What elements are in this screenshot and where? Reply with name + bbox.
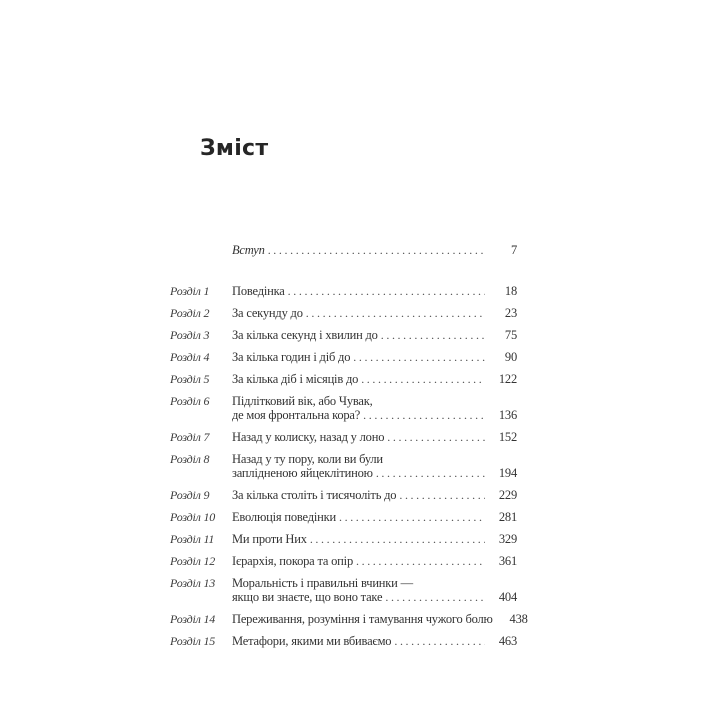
chapter-label: Розділ 3 [170, 328, 210, 342]
chapter-title: Ієрархія, покора та опір [232, 554, 353, 568]
page-number: 229 [498, 488, 517, 502]
toc-entry [170, 452, 517, 480]
dot-leader [381, 328, 485, 342]
entry-lines [232, 488, 517, 502]
toc-entry [170, 532, 517, 546]
page-number: 463 [498, 634, 517, 648]
chapter-label: Розділ 11 [170, 532, 215, 546]
dot-leader [268, 243, 485, 257]
entry-lines [232, 284, 517, 298]
entry-lines [232, 612, 528, 626]
entry-line [232, 452, 517, 466]
chapter-title: Переживання, розуміння і тамування чужого болю [232, 612, 493, 626]
entry-lines [232, 510, 517, 524]
chapter-label: Розділ 8 [170, 452, 210, 466]
entry-lines [232, 306, 517, 320]
page-number: 404 [498, 590, 517, 604]
chapter-label: Розділ 10 [170, 510, 216, 524]
entry-line [232, 408, 517, 422]
dot-leader [306, 306, 485, 320]
page-number: 152 [498, 430, 517, 444]
entry-line [232, 430, 517, 444]
dot-leader [288, 284, 485, 298]
page-number: 194 [498, 466, 517, 480]
chapter-label: Розділ 14 [170, 612, 216, 626]
chapter-label: Розділ 13 [170, 576, 216, 590]
entry-line [232, 284, 517, 298]
chapter-label: Розділ 2 [170, 306, 210, 320]
chapter-title: заплідненою яйцеклітиною [232, 466, 373, 480]
entry-line [232, 372, 517, 386]
chapter-title: За секунду до [232, 306, 303, 320]
toc-entry [170, 612, 528, 626]
page-number: 329 [498, 532, 517, 546]
page-number: 438 [509, 612, 528, 626]
entry-lines [232, 394, 517, 422]
toc-entry [170, 350, 517, 364]
page-number: 23 [504, 306, 517, 320]
entry-lines [232, 328, 517, 342]
page-number: 18 [504, 284, 517, 298]
toc-entry [170, 576, 517, 604]
chapter-title: Назад у ту пору, коли ви були [232, 452, 383, 466]
chapter-title: За кілька секунд і хвилин до [232, 328, 378, 342]
dot-leader [387, 430, 485, 444]
entry-lines [232, 350, 517, 364]
entry-lines [232, 452, 517, 480]
entry-line [232, 612, 528, 626]
chapter-label: Розділ 12 [170, 554, 216, 568]
entry-line [232, 590, 517, 604]
entry-line [232, 634, 517, 648]
page-number: 75 [504, 328, 517, 342]
toc-entry [170, 243, 517, 257]
chapter-label [170, 243, 232, 257]
toc-entry [170, 554, 517, 568]
page-title: Зміст [200, 136, 269, 161]
dot-leader [385, 590, 485, 604]
entry-line [232, 554, 517, 568]
chapter-title: Моральність і правильні вчинки — [232, 576, 413, 590]
toc-list [170, 243, 528, 656]
chapter-title: За кілька діб і місяців до [232, 372, 359, 386]
chapter-label: Розділ 1 [170, 284, 210, 298]
chapter-title: Еволюція поведінки [232, 510, 336, 524]
chapter-label: Розділ 4 [170, 350, 210, 364]
entry-lines [232, 243, 517, 257]
entry-lines [232, 634, 517, 648]
toc-entry [170, 488, 517, 502]
chapter-title: Метафори, якими ми вбиваємо [232, 634, 392, 648]
chapter-title: Поведінка [232, 284, 285, 298]
entry-lines [232, 532, 517, 546]
entry-line [232, 488, 517, 502]
toc-entry [170, 372, 517, 386]
toc-entry [170, 430, 517, 444]
chapter-label: Розділ 9 [170, 488, 210, 502]
chapter-title: Вступ [232, 243, 265, 257]
page-number: 361 [498, 554, 517, 568]
dot-leader [356, 554, 485, 568]
entry-line [232, 466, 517, 480]
chapter-title: Підлітковий вік, або Чувак, [232, 394, 373, 408]
chapter-title: За кілька століть і тисячоліть до [232, 488, 397, 502]
page-number: 90 [504, 350, 517, 364]
dot-leader [339, 510, 485, 524]
chapter-title: Назад у колиску, назад у лоно [232, 430, 385, 444]
chapter-title: якщо ви знаєте, що воно таке [232, 590, 383, 604]
entry-lines [232, 372, 517, 386]
dot-leader [376, 466, 485, 480]
chapter-title: де моя фронтальна кора? [232, 408, 361, 422]
entry-lines [232, 576, 517, 604]
dot-leader [353, 350, 485, 364]
entry-line [232, 576, 517, 590]
chapter-label: Розділ 6 [170, 394, 210, 408]
entry-line [232, 243, 517, 257]
chapter-title: Ми проти Них [232, 532, 307, 546]
entry-line [232, 510, 517, 524]
dot-leader [363, 408, 485, 422]
chapter-title: За кілька годин і діб до [232, 350, 351, 364]
page-number: 122 [498, 372, 517, 386]
toc-entry [170, 306, 517, 320]
toc-entry [170, 634, 517, 648]
dot-leader [394, 634, 485, 648]
page-number: 7 [510, 243, 517, 257]
chapter-label: Розділ 15 [170, 634, 216, 648]
entry-line [232, 532, 517, 546]
dot-leader [399, 488, 485, 502]
toc-entry [170, 510, 517, 524]
dot-leader [361, 372, 485, 386]
toc-entry [170, 394, 517, 422]
page-number: 281 [498, 510, 517, 524]
entry-line [232, 394, 517, 408]
entry-line [232, 350, 517, 364]
entry-lines [232, 430, 517, 444]
page-number: 136 [498, 408, 517, 422]
entry-lines [232, 554, 517, 568]
toc-entry [170, 284, 517, 298]
entry-line [232, 306, 517, 320]
chapter-label: Розділ 5 [170, 372, 210, 386]
toc-entry [170, 328, 517, 342]
entry-line [232, 328, 517, 342]
dot-leader [310, 532, 485, 546]
chapter-label: Розділ 7 [170, 430, 210, 444]
